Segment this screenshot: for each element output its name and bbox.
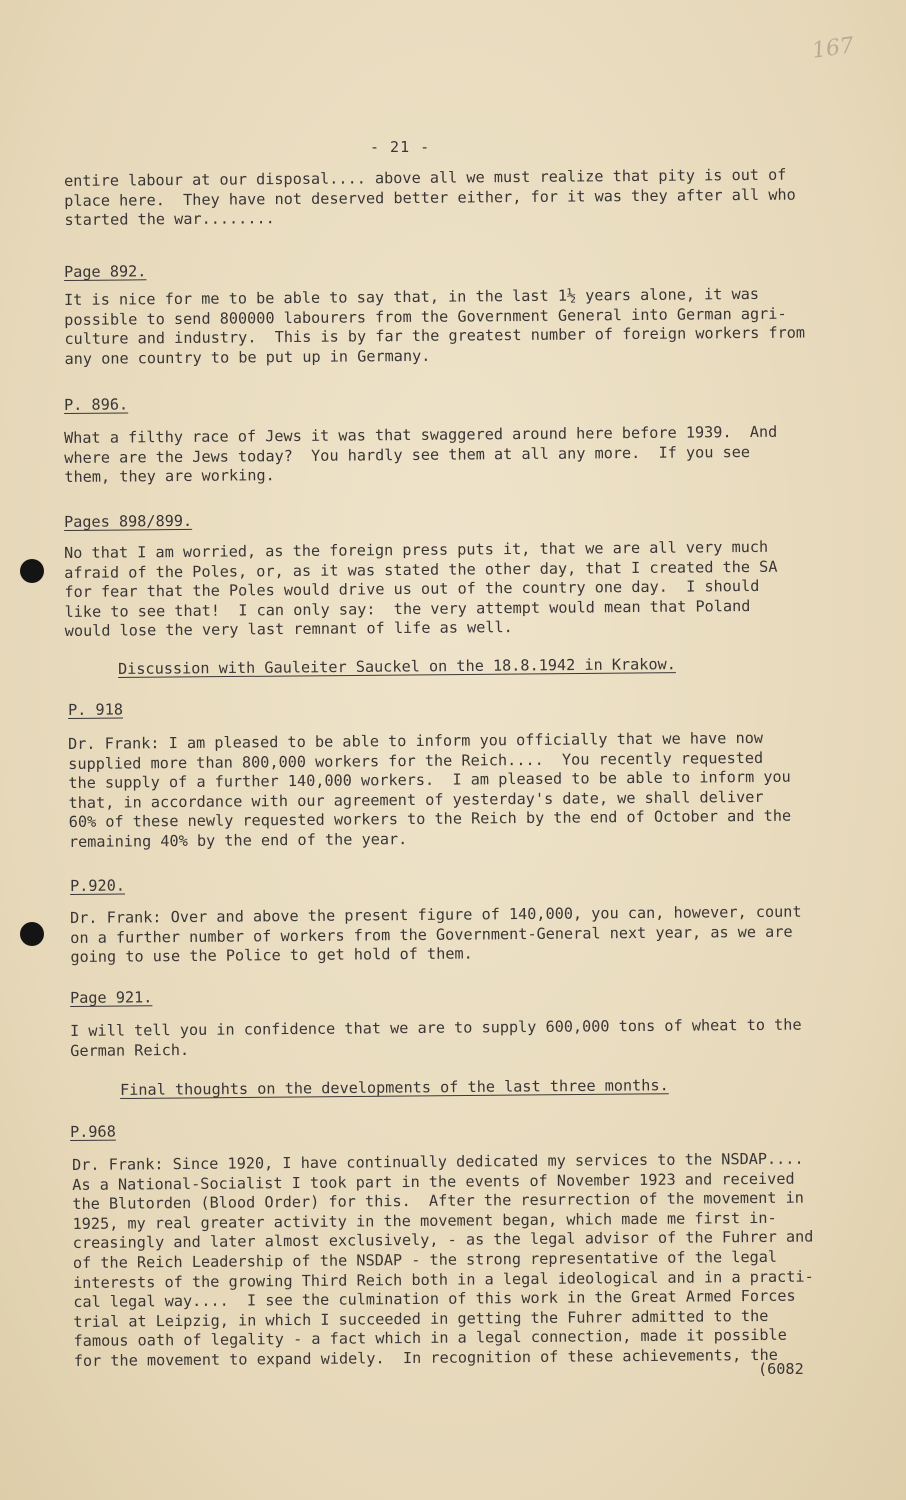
heading-page-918 — [68, 693, 868, 719]
paragraph-text: What a filthy race of Jews it was that swaggered around here before 1939. And where are the Jews today? You hardly see them at all any more. If you see them, they are working. — [64, 422, 778, 487]
paragraph-920 — [70, 902, 870, 968]
paragraph-898 — [64, 537, 865, 642]
paragraph-text: No that I am worried, as the foreign press puts it, that we are all very much afraid of the Poles, or, as it was stated the other day, that I created the SA for fear that the Poles would drive us out of the country one day. I should like to see that! I can only say: the very attempt would mean that Poland would lose the very last remnant of life as well. — [64, 537, 778, 641]
heading-text: P.920. — [70, 876, 126, 895]
page-number: - 21 - — [370, 138, 431, 156]
paragraph-text: entire labour at our disposal.... above all we must realize that pity is out of place here. They have not deserved better either, for it was they after all who started the war........ — [64, 165, 796, 230]
heading-text: Page 921. — [70, 988, 153, 1007]
heading-page-892 — [64, 255, 864, 281]
paragraph-892 — [64, 284, 865, 369]
paragraph-intro — [64, 165, 864, 231]
punch-hole-upper — [20, 559, 44, 583]
paragraph-text: Dr. Frank: I am pleased to be able to inform you officially that we have now supplied more than 800,000 workers for the Reich.... You recently requested the supply of a further 140,000 workers. I am pleased to be able to inform you that, in accordance with our agreement of yesterday's date, we shall deliver 60% of these newly requested workers to the Reich by the end of October and the remaining 40% by the end of the year. — [68, 728, 792, 851]
paragraph-text: Dr. Frank: Over and above the present figure of 140,000, you can, however, count on a further number of workers from the Government-General next year, as we are going to use the Police to get hold of them. — [70, 902, 802, 967]
heading-page-896 — [64, 388, 864, 414]
paragraph-text: It is nice for me to be able to say that, in the last 1½ years alone, it was possible to send 800000 labourers from the Government General into German agri- culture and industry. This is by far the greatest number of foreign workers from any one country to be put up in Germany. — [64, 284, 806, 368]
heading-text: P.968 — [70, 1122, 116, 1141]
heading-page-920 — [70, 869, 870, 895]
heading-page-968 — [70, 1115, 870, 1141]
heading-text: Discussion with Gauleiter Sauckel on the 18.8.1942 in Krakow. — [118, 655, 676, 678]
heading-text: Pages 898/899. — [64, 511, 193, 531]
heading-text: P. 896. — [64, 395, 129, 414]
paragraph-968 — [72, 1149, 874, 1372]
heading-text: Page 892. — [64, 262, 147, 281]
heading-pages-898-899 — [64, 505, 864, 531]
heading-page-921 — [70, 981, 870, 1007]
paragraph-918 — [68, 728, 869, 853]
document-reference-number: (6082 — [758, 1360, 804, 1378]
paragraph-921 — [70, 1015, 870, 1061]
section-heading-final-thoughts — [120, 1073, 906, 1099]
heading-text: P. 918 — [68, 700, 124, 719]
punch-hole-lower — [20, 922, 44, 946]
section-heading-sauckel — [118, 652, 906, 678]
paragraph-896 — [64, 422, 864, 488]
heading-text: Final thoughts on the developments of the last three months. — [120, 1076, 669, 1099]
paragraph-text: Dr. Frank: Since 1920, I have continually dedicated my services to the NSDAP.... As a National-Socialist I took part in the events of November 1923 and received the Blutorden (Blood Order) for this. After the resurrection of the movement in 1925, my real greater activity in the movement began, which made me first in- creasingly and later almost exclusively, - as the legal advisor of the Fuhrer and of the Reich Leadership of the NSDAP - the strong representative of the legal interests of the growing Third Reich both in a legal ideological and in a practi- cal legal way.... I see the culmination of this work in the Great Armed Forces trial at Leipzig, in which I succeeded in getting the Fuhrer admitted to the famous oath of legality - a fact which in a legal connection, made it possible for the movement to expand widely. In recognition of these achievements, the — [72, 1149, 814, 1370]
paragraph-text: I will tell you in confidence that we are to supply 600,000 tons of wheat to the German Reich. — [70, 1015, 802, 1060]
margin-note: 167 — [810, 33, 856, 64]
